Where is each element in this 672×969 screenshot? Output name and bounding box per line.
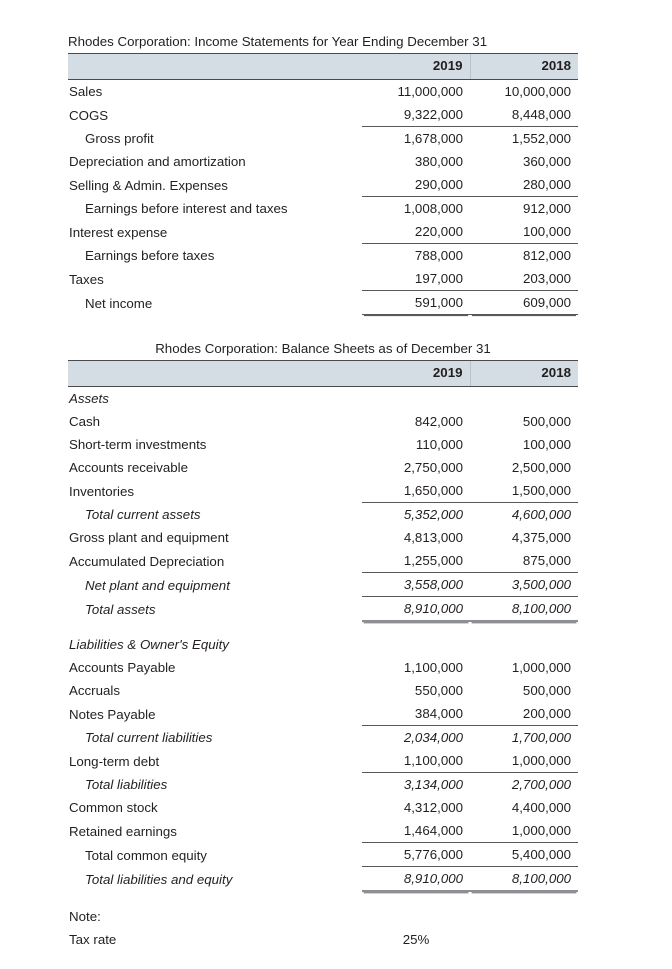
row-value-2019: 4,813,000 [403,530,463,545]
tax-rate-value: 25% [402,932,430,947]
row-label: Interest expense [69,224,168,240]
row-value-2018: 2,500,000 [511,460,571,475]
row-value-2019: 788,000 [414,248,463,263]
spacer-row [68,621,578,633]
row-value-2019: 1,650,000 [362,479,470,503]
row-label: Inventories [69,483,135,499]
table-row [68,843,578,867]
table-row [68,633,578,656]
row-value-2018: 8,100,000 [470,867,578,892]
table-row [68,410,578,433]
row-label: Gross profit [85,131,154,146]
row-label: Total current assets [85,507,201,522]
row-value-2018: 1,500,000 [470,479,578,503]
row-value-2019: 3,558,000 [362,573,470,597]
row-value-2018: 4,400,000 [511,800,571,815]
table-row [68,244,578,268]
row-value-2018: 8,100,000 [470,597,578,622]
balance-sheet-header-2018: 2018 [470,361,578,387]
table-row [68,456,578,479]
row-label: Cash [69,414,101,429]
note-heading-row [68,905,578,928]
income-statement-table [68,30,578,315]
row-label: Accumulated Depreciation [69,553,225,569]
row-value-2019: 5,352,000 [403,507,463,522]
row-value-2019: 1,100,000 [362,749,470,773]
row-label: Notes Payable [69,706,156,722]
note-heading-spacer-2 [470,905,578,928]
row-value-2018: 10,000,000 [504,84,572,99]
table-row [68,749,578,773]
table-row [68,549,578,573]
row-label [68,621,362,633]
row-value-2019: 550,000 [414,683,463,698]
row-label: Total liabilities [85,777,168,792]
table-row [68,267,578,291]
table-row [68,173,578,197]
row-label: Earnings before taxes [85,248,215,263]
balance-sheet-header-2019: 2019 [362,361,470,387]
row-value-2018: 2,700,000 [511,777,571,792]
balance-sheet-table [68,337,578,892]
row-label: Retained earnings [69,823,177,839]
row-value-2019: 4,312,000 [403,800,463,815]
row-value-2018: 500,000 [522,683,571,698]
row-label: Taxes [69,271,104,287]
note-tax-rate-row [68,928,578,951]
row-value-2018: 4,600,000 [511,507,571,522]
note-block [68,905,578,951]
row-label: Long-term debt [69,753,160,769]
table-row [68,819,578,843]
table-row [68,479,578,503]
row-label: Assets [69,391,109,406]
row-value-2019: 197,000 [362,267,470,291]
table-row [68,796,578,819]
row-value-2019: 384,000 [362,702,470,726]
table-row [68,103,578,127]
income-statement-header-blank [68,54,362,80]
row-value-2019: 8,910,000 [362,867,470,892]
row-label: COGS [69,107,109,123]
income-statement-header-2019: 2019 [362,54,470,80]
row-value-2018: 1,552,000 [511,131,572,146]
row-value-2019 [362,387,470,411]
row-label: Net income [85,295,153,311]
row-value-2018: 1,000,000 [470,749,578,773]
row-value-2018: 100,000 [470,220,578,244]
row-value-2018: 1,000,000 [511,660,571,675]
row-value-2019: 110,000 [415,437,463,452]
row-label: Selling & Admin. Expenses [69,177,228,193]
row-value-2018 [470,621,578,633]
row-value-2018: 812,000 [522,248,572,263]
table-row [68,503,578,527]
table-row [68,656,578,679]
income-statement-title: Rhodes Corporation: Income Statements for Year Ending December 31 [68,34,488,49]
row-value-2019: 1,255,000 [362,549,470,573]
note-heading: Note: [69,909,101,924]
row-value-2018: 912,000 [522,201,572,216]
row-value-2019: 8,910,000 [362,597,470,622]
table-row [68,433,578,456]
row-value-2018: 200,000 [470,702,578,726]
row-value-2019: 1,464,000 [362,819,470,843]
row-value-2018: 1,000,000 [470,819,578,843]
table-row [68,597,578,622]
row-value-2019: 591,000 [362,291,470,315]
row-value-2018: 360,000 [522,154,572,169]
table-row [68,702,578,726]
table-row [68,726,578,750]
table-row [68,197,578,221]
table-row [68,291,578,315]
row-label: Accruals [69,683,120,698]
row-value-2019: 9,322,000 [362,103,470,127]
row-value-2019: 2,750,000 [403,460,463,475]
row-value-2018: 5,400,000 [470,843,578,867]
row-value-2019: 1,100,000 [403,660,463,675]
balance-sheet-header-blank [68,361,362,387]
table-row [68,679,578,702]
table-row [68,220,578,244]
row-value-2019 [362,621,470,633]
row-value-2019: 3,134,000 [403,777,463,792]
balance-sheet-header-row [68,361,578,387]
row-label: Depreciation and amortization [69,154,246,169]
table-row [68,150,578,173]
row-value-2018: 100,000 [522,437,571,452]
row-label: Accounts Payable [69,660,176,675]
balance-sheet-title-row [68,337,578,361]
row-label: Total common equity [85,847,207,863]
row-value-2019: 1,678,000 [403,131,463,146]
row-value-2019: 290,000 [362,173,470,197]
table-row [68,573,578,597]
row-value-2018: 3,500,000 [470,573,578,597]
balance-sheet-body [68,387,578,892]
row-value-2019 [362,633,470,656]
row-value-2019: 5,776,000 [362,843,470,867]
table-row [68,526,578,549]
row-value-2019: 380,000 [414,154,463,169]
table-row [68,127,578,151]
table-row [68,80,578,104]
note-tax-rate-spacer [470,928,578,951]
row-label: Net plant and equipment [85,577,230,593]
row-value-2018: 203,000 [470,267,578,291]
row-value-2018: 500,000 [522,414,571,429]
row-value-2019: 2,034,000 [403,730,463,745]
table-row [68,387,578,411]
row-label: Liabilities & Owner's Equity [69,637,229,652]
row-label: Total current liabilities [85,730,213,745]
row-label: Total liabilities and equity [85,872,233,887]
row-label: Sales [69,84,103,99]
row-value-2018 [470,387,578,411]
row-value-2018: 8,448,000 [470,103,578,127]
row-label: Short-term investments [69,437,207,452]
row-label: Common stock [69,800,158,815]
row-label: Gross plant and equipment [69,530,229,545]
row-value-2019: 1,008,000 [403,201,463,216]
row-value-2018 [470,633,578,656]
table-row [68,867,578,892]
row-value-2018: 4,375,000 [511,530,571,545]
row-value-2019: 11,000,000 [397,84,463,99]
row-label: Earnings before interest and taxes [85,201,288,216]
tax-rate-label: Tax rate [69,932,117,947]
note-heading-spacer [362,905,470,928]
row-value-2019: 220,000 [362,220,470,244]
income-statement-header-row [68,54,578,80]
income-statement-body [68,80,578,315]
row-label: Accounts receivable [69,460,188,475]
row-value-2018: 1,700,000 [511,730,571,745]
row-value-2018: 280,000 [470,173,578,197]
row-value-2018: 609,000 [470,291,578,315]
row-label: Total assets [85,602,156,617]
income-statement-header-2018: 2018 [470,54,578,80]
row-value-2018: 875,000 [470,549,578,573]
balance-sheet-title: Rhodes Corporation: Balance Sheets as of December 31 [155,341,491,356]
income-statement-title-row [68,30,578,54]
table-row [68,773,578,797]
row-value-2019: 842,000 [414,414,463,429]
